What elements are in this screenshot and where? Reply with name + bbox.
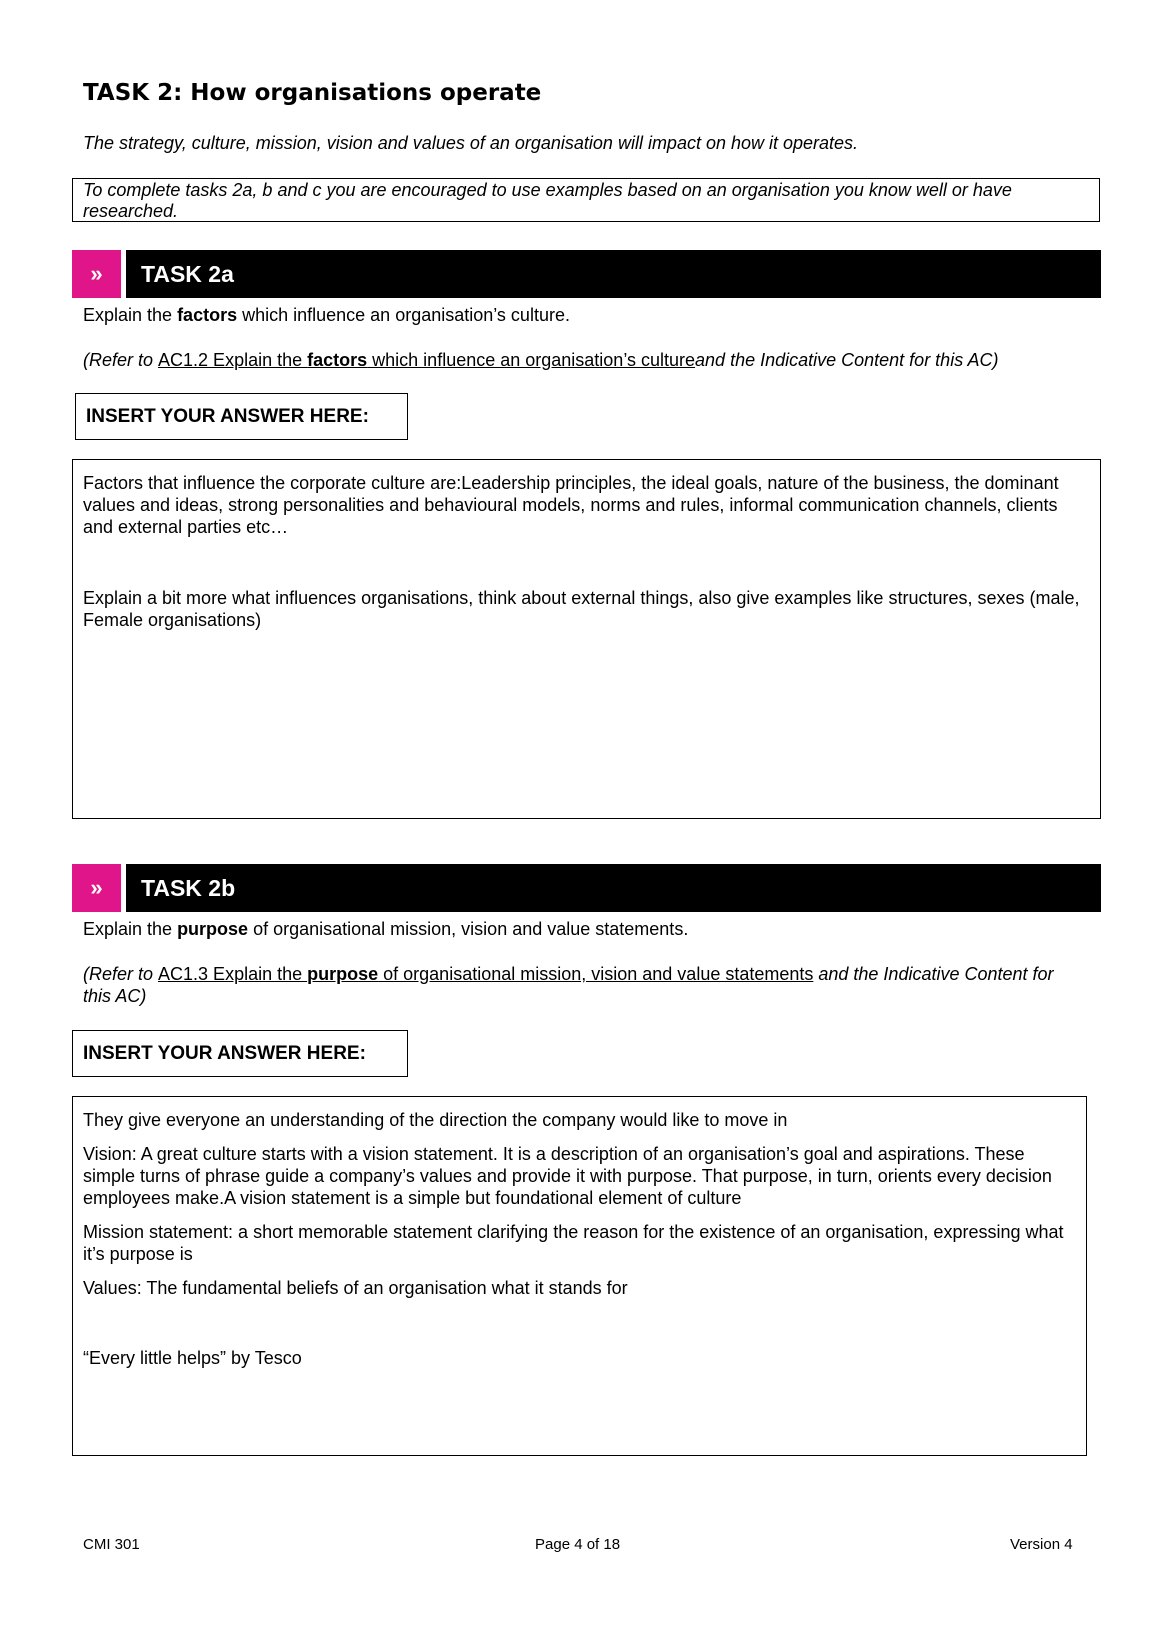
task2a-prompt-post: which influence an organisation’s culture.	[237, 305, 570, 325]
task2b-ref-link[interactable]	[158, 964, 813, 984]
task2b-answer-paragraph: “Every little helps” by Tesco	[83, 1348, 302, 1368]
task2a-answer-box[interactable]	[72, 459, 1101, 819]
task2b-ref-close: and the Indicative Content for this AC)	[83, 964, 1054, 1006]
task2b-insert-label: INSERT YOUR ANSWER HERE:	[72, 1030, 408, 1077]
task2b-answer-paragraph: Mission statement: a short memorable statement clarifying the reason for the existence of an organisation, expressing what it’s purpose is	[83, 1222, 1064, 1264]
page-title: TASK 2: How organisations operate	[83, 80, 542, 106]
task2a-ref-close: and the Indicative Content for this AC)	[695, 350, 999, 370]
footer-version: Version 4	[1010, 1536, 1073, 1553]
task2-note-box: To complete tasks 2a, b and c you are encouraged to use examples based on an organisation you know well or have researched.	[72, 178, 1100, 222]
task2b-prompt-post: of organisational mission, vision and value statements.	[248, 919, 689, 939]
task2a-prompt-pre: Explain the	[83, 305, 178, 325]
task2b-ref-link-pre: AC1.3 Explain the	[158, 964, 308, 984]
footer-course-code: CMI 301	[83, 1536, 140, 1553]
task2a-reference	[83, 349, 1113, 371]
task2b-answer-paragraph: Values: The fundamental beliefs of an organisation what it stands for	[83, 1278, 628, 1298]
task2b-prompt	[83, 918, 688, 940]
task2a-insert-label: INSERT YOUR ANSWER HERE:	[75, 393, 408, 440]
task2a-chevron-icon: »	[72, 250, 121, 298]
task2b-heading: TASK 2b	[126, 864, 1101, 912]
task2b-prompt-pre: Explain the	[83, 919, 178, 939]
task2b-ref-link-post: of organisational mission, vision and value statements	[378, 964, 814, 984]
task2-intro: The strategy, culture, mission, vision and values of an organisation will impact on how it operates.	[83, 133, 859, 153]
task2b-reference	[83, 963, 1073, 1007]
task2b-chevron-icon: »	[72, 864, 121, 912]
task2b-answer-box[interactable]	[72, 1096, 1087, 1456]
task2a-ref-open: (Refer to	[83, 350, 159, 370]
task2b-answer-paragraph: They give everyone an understanding of the direction the company would like to move in	[83, 1110, 788, 1130]
footer-page-number: Page 4 of 18	[535, 1536, 621, 1553]
task2a-ref-link-bold: factors	[307, 350, 368, 370]
task2b-ref-link-bold: purpose	[307, 964, 379, 984]
task2a-ref-link-pre: AC1.2 Explain the	[158, 350, 308, 370]
task2a-answer-paragraph: Explain a bit more what influences organisations, think about external things, also give examples like structures, sexes (male, Female organisations)	[83, 588, 1080, 630]
task2b-answer-paragraph: Vision: A great culture starts with a vision statement. It is a description of an organisation’s goal and aspirations. These simple turns of phrase guide a company’s values and provide it with purpose. That purpose, in turn, orients every decision employees make.A vision statement is a simple but foundational element of culture	[83, 1144, 1052, 1208]
task2a-heading: TASK 2a	[126, 250, 1101, 298]
task2a-prompt-bold: factors	[177, 305, 238, 325]
task2a-ref-link-post: which influence an organisation’s culture	[367, 350, 696, 370]
task2b-ref-open: (Refer to	[83, 964, 159, 984]
task2a-answer-paragraph: Factors that influence the corporate culture are:Leadership principles, the ideal goals, nature of the business, the dominant values and ideas, strong personalities and behavioural models, norms and rules, informal communication channels, clients and external parties etc…	[83, 473, 1059, 537]
task2b-prompt-bold: purpose	[177, 919, 249, 939]
task2a-ref-link[interactable]	[158, 350, 695, 370]
task2a-prompt	[83, 304, 570, 326]
